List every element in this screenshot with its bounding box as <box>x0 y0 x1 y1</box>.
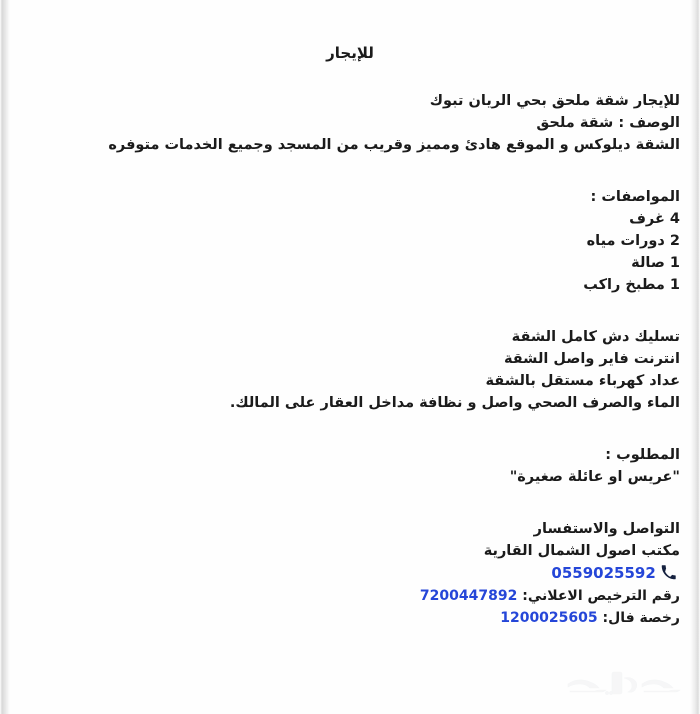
spacer <box>20 488 680 518</box>
page-title: للإيجار <box>326 44 374 62</box>
spacer <box>20 414 680 444</box>
fal-license-number: 1200025605 <box>500 610 598 626</box>
spec-item: 4 غرف <box>629 211 680 227</box>
ad-license-label: رقم الترخيص الاعلاني: <box>522 588 680 604</box>
contact-block <box>20 518 680 629</box>
spec-item: 1 مطبخ راكب <box>583 277 680 293</box>
page-edge-right <box>690 0 700 714</box>
intro-block <box>20 90 680 156</box>
ad-license-row <box>20 585 680 607</box>
requirement-heading: المطلوب : <box>605 447 680 463</box>
page-edge-left <box>0 0 10 714</box>
requirement-value: "عريس او عائلة صغيرة" <box>509 469 680 485</box>
spec-item: 2 دورات مياه <box>586 233 680 249</box>
specs-block <box>20 186 680 296</box>
services-block <box>20 326 680 414</box>
requirement-block <box>20 444 680 488</box>
intro-line: الوصف : شقة ملحق <box>536 115 680 131</box>
phone-handset-icon <box>661 564 676 579</box>
contact-phone-number[interactable]: 0559025592 <box>551 564 656 582</box>
contact-phone-row[interactable] <box>20 562 680 585</box>
service-item: تسليك دش كامل الشقة <box>511 329 680 345</box>
spacer <box>20 156 680 186</box>
service-item: انترنت فاير واصل الشقة <box>503 351 680 367</box>
spec-item: 1 صالة <box>631 255 680 271</box>
service-item: عداد كهرباء مستقل بالشقة <box>485 373 680 389</box>
spacer <box>20 296 680 326</box>
fal-license-row <box>20 607 680 629</box>
ad-license-number: 7200447892 <box>419 588 518 604</box>
contact-office: مكتب اصول الشمال القارية <box>483 543 680 559</box>
specs-heading: المواصفات : <box>590 189 680 205</box>
contact-heading: التواصل والاستفسار <box>533 521 680 537</box>
fal-license-label: رخصة فال: <box>602 610 680 626</box>
listing-content <box>20 44 680 629</box>
service-item: الماء والصرف الصحي واصل و نظافة مداخل العقار على المالك. <box>229 395 680 411</box>
intro-line: للإيجار شقة ملحق بحي الريان تبوك <box>429 93 680 109</box>
intro-line: الشقة ديلوكس و الموقع هادئ ومميز وقريب من المسجد وجميع الخدمات متوفره <box>108 137 680 153</box>
